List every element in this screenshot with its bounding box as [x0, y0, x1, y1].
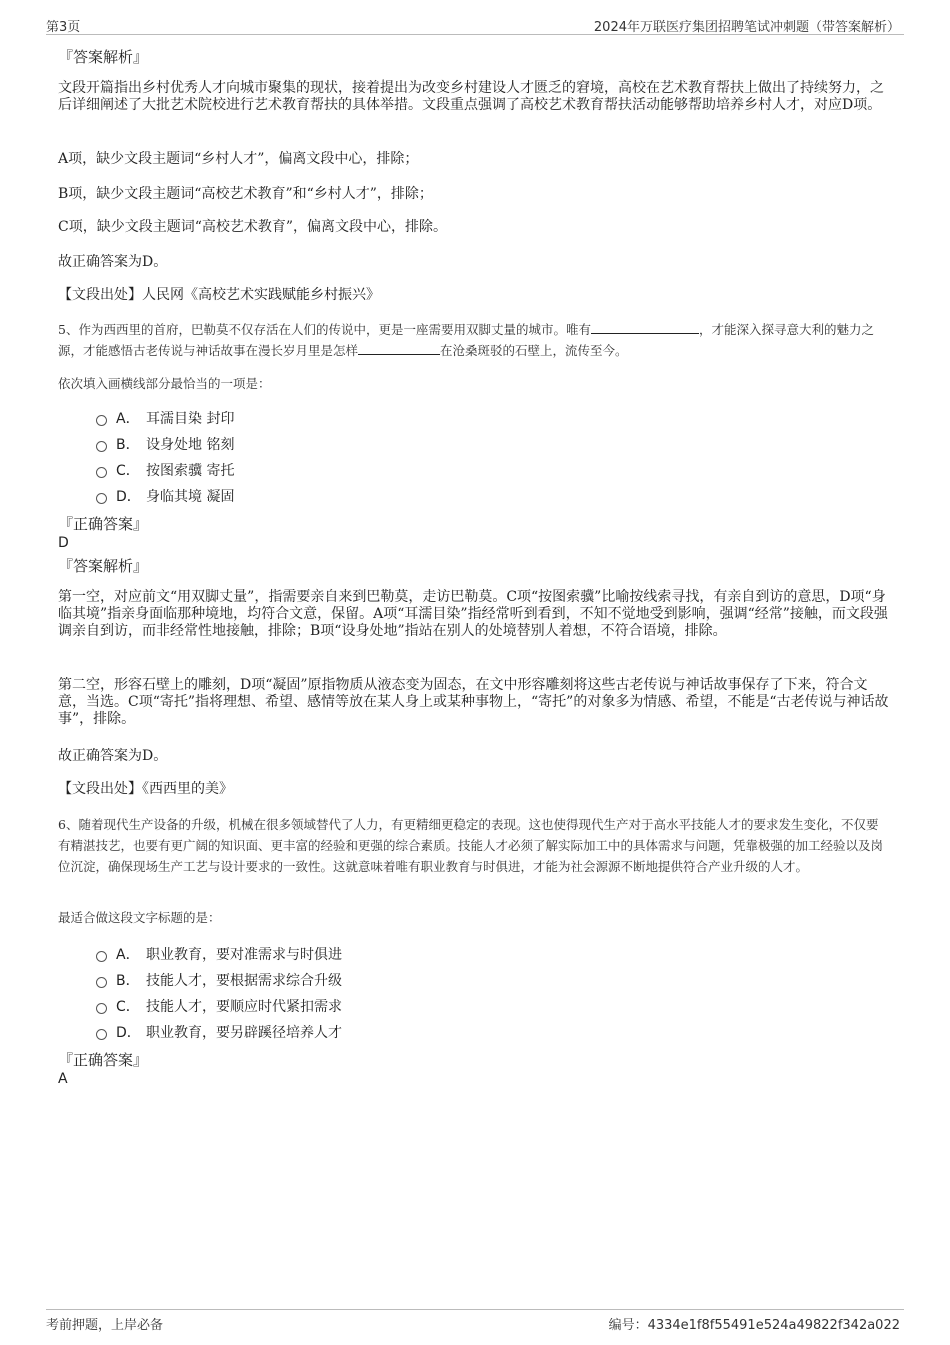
q5-analysis-p2: 第二空，形容石壁上的雕刻，D项“凝固”原指物质从液态变为固态，在文中形容雕刻将这些古老传说与神话故事保存了下来，符合文意，当选。C项“寄托”指将理想、希望、感情等放在某人身上或某种事物上，“寄托”的对象多为情感、希望，不能是“古老传说与神话故事”，排除。: [58, 677, 889, 727]
q5-options: [96, 405, 234, 509]
q5-stem-part2: ，才能深入探寻意大利的魅力之源，才能感悟古老传说与神话故事在漫长岁月里是怎样: [58, 322, 874, 358]
q5-option-c[interactable]: C． 按图索骥 寄托: [96, 457, 234, 483]
radio-icon[interactable]: [96, 441, 107, 452]
q5-source: 【文段出处】《西西里的美》: [58, 781, 233, 797]
q5-option-b[interactable]: B． 设身处地 铭刻: [96, 431, 234, 457]
q5-analysis-label: 『答案解析』: [58, 557, 149, 575]
q6-option-d[interactable]: D． 职业教育，要另辟蹊径培养人才: [96, 1019, 342, 1045]
q4-conclusion: 故正确答案为D。: [58, 254, 168, 270]
page-number: 第3页: [46, 20, 81, 35]
q4-option-a-note: A项，缺少文段主题词“乡村人才”，偏离文段中心，排除；: [58, 151, 419, 167]
document-title: 2024年万联医疗集团招聘笔试冲刺题（带答案解析）: [593, 20, 900, 35]
radio-icon[interactable]: [96, 1003, 107, 1014]
q5-conclusion: 故正确答案为D。: [58, 748, 168, 764]
q6-answer: A: [58, 1071, 68, 1087]
q4-source: 【文段出处】人民网《高校艺术实践赋能乡村振兴》: [58, 287, 380, 303]
q4-option-b-note: B项，缺少文段主题词“高校艺术教育”和“乡村人才”，排除；: [58, 186, 433, 202]
page-header: [46, 14, 904, 35]
q6-options: [96, 941, 342, 1045]
radio-icon[interactable]: [96, 467, 107, 478]
q5-option-a[interactable]: A． 耳濡目染 封印: [96, 405, 234, 431]
q6-option-c[interactable]: C． 技能人才，要顺应时代紧扣需求: [96, 993, 342, 1019]
q6-stem: 6、随着现代生产设备的升级，机械在很多领域替代了人力，有更精细更稳定的表现。这也使得现代生产对于高水平技能人才的要求发生变化，不仅要有精湛技艺，也要有更广阔的知识面、更丰富的经验和更强的综合素质。技能人才必须了解实际加工中的具体需求与问题，凭靠极强的加工经验以及岗位沉淀，确保现场生产工艺与设计要求的一致性。这就意味着唯有职业教育与时俱进，才能为社会源源不断地提供符合产业升级的人才。: [58, 817, 884, 874]
q5-stem: [58, 319, 890, 361]
q4-analysis-text: 文段开篇指出乡村优秀人才向城市聚集的现状，接着提出为改变乡村建设人才匮乏的窘境，高校在艺术教育帮扶上做出了持续努力，之后详细阐述了大批艺术院校进行艺术教育帮扶的具体举措。文段重点强调了高校艺术教育帮扶活动能够帮助培养乡村人才，对应D项。: [58, 80, 884, 113]
radio-icon[interactable]: [96, 951, 107, 962]
radio-icon[interactable]: [96, 415, 107, 426]
q5-analysis-p1: 第一空，对应前文“用双脚丈量”，指需要亲自来到巴勒莫，走访巴勒莫。C项“按图索骥”比喻按线索寻找，有亲自到访的意思，D项“身临其境”指亲身面临那种境地，均符合文意，保留。A项“耳濡目染”指经常听到看到，不知不觉地受到影响，强调“经常”接触，而文段强调亲自到访，而非经常性地接触，排除；B项“设身处地”指站在别人的处境替别人着想，不符合语境，排除。: [58, 589, 888, 639]
q5-prompt: 依次填入画横线部分最恰当的一项是：: [58, 376, 271, 391]
q5-answer: D: [58, 535, 69, 551]
q5-blank-1: [591, 321, 699, 334]
radio-icon[interactable]: [96, 1029, 107, 1040]
document-id: 编号：4334e1f8f55491e524a49822f342a022: [608, 1318, 900, 1333]
q6-option-a[interactable]: A． 职业教育，要对准需求与时俱进: [96, 941, 342, 967]
q5-answer-label: 『正确答案』: [58, 515, 149, 533]
footer-slogan: 考前押题，上岸必备: [46, 1318, 164, 1333]
q5-stem-part3: 在沧桑斑驳的石壁上，流传至今。: [440, 343, 628, 358]
q5-stem-part1: 5、作为西西里的首府，巴勒莫不仅存活在人们的传说中，更是一座需要用双脚丈量的城市。唯有: [58, 322, 591, 337]
q6-prompt: 最适合做这段文字标题的是：: [58, 910, 221, 925]
q5-blank-2: [358, 342, 440, 355]
q4-analysis-label: 『答案解析』: [58, 48, 149, 66]
q6-option-b[interactable]: B． 技能人才，要根据需求综合升级: [96, 967, 342, 993]
page-footer: [46, 1309, 904, 1333]
q4-option-c-note: C项，缺少文段主题词“高校艺术教育”，偏离文段中心，排除。: [58, 219, 448, 235]
radio-icon[interactable]: [96, 493, 107, 504]
q6-answer-label: 『正确答案』: [58, 1051, 149, 1069]
radio-icon[interactable]: [96, 977, 107, 988]
q5-option-d[interactable]: D． 身临其境 凝固: [96, 483, 234, 509]
